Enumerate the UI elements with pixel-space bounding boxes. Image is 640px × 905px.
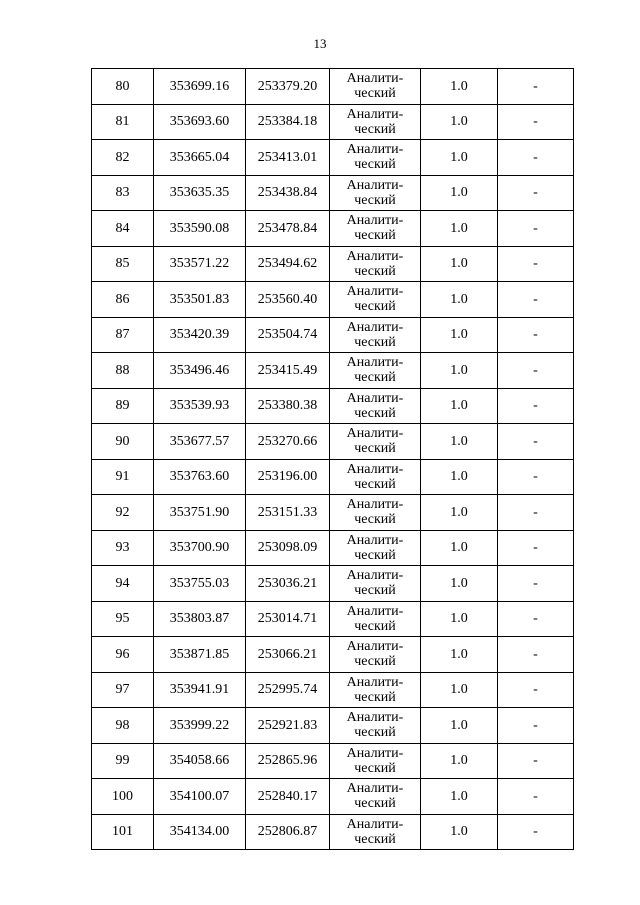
note-cell: - (498, 175, 574, 211)
point-number-cell: 82 (92, 140, 154, 176)
y-coordinate-cell: 253036.21 (246, 566, 330, 602)
x-coordinate-cell: 353999.22 (154, 708, 246, 744)
table-row (92, 353, 574, 389)
method-line-2: ческий (354, 618, 396, 634)
note-cell: - (498, 246, 574, 282)
y-coordinate-cell: 253098.09 (246, 530, 330, 566)
method-line-2: ческий (354, 689, 396, 705)
note-cell: - (498, 388, 574, 424)
x-coordinate-cell: 353677.57 (154, 424, 246, 460)
method-line-2: ческий (354, 654, 396, 670)
x-coordinate-cell: 353751.90 (154, 495, 246, 531)
note-cell: - (498, 317, 574, 353)
point-number-cell: 92 (92, 495, 154, 531)
note-cell: - (498, 708, 574, 744)
method-line-2: ческий (354, 725, 396, 741)
y-coordinate-cell: 252840.17 (246, 779, 330, 815)
method-line-1: Аналити- (346, 355, 404, 371)
note-cell: - (498, 495, 574, 531)
table-row (92, 566, 574, 602)
method-line-2: ческий (354, 547, 396, 563)
method-line-2: ческий (354, 299, 396, 315)
table-row (92, 424, 574, 460)
accuracy-cell: 1.0 (421, 672, 498, 708)
point-number-cell: 93 (92, 530, 154, 566)
y-coordinate-cell: 253478.84 (246, 211, 330, 247)
y-coordinate-cell: 253014.71 (246, 601, 330, 637)
method-cell (330, 69, 421, 105)
y-coordinate-cell: 253379.20 (246, 69, 330, 105)
note-cell: - (498, 814, 574, 850)
note-cell: - (498, 104, 574, 140)
method-line-1: Аналити- (346, 461, 404, 477)
x-coordinate-cell: 353665.04 (154, 140, 246, 176)
note-cell: - (498, 353, 574, 389)
y-coordinate-cell: 253384.18 (246, 104, 330, 140)
method-line-1: Аналити- (346, 213, 404, 229)
point-number-cell: 95 (92, 601, 154, 637)
table-row (92, 495, 574, 531)
method-line-1: Аналити- (346, 177, 404, 193)
table-row (92, 175, 574, 211)
y-coordinate-cell: 253066.21 (246, 637, 330, 673)
accuracy-cell: 1.0 (421, 424, 498, 460)
x-coordinate-cell: 353420.39 (154, 317, 246, 353)
x-coordinate-cell: 354058.66 (154, 743, 246, 779)
table-row (92, 69, 574, 105)
note-cell: - (498, 140, 574, 176)
method-cell (330, 566, 421, 602)
accuracy-cell: 1.0 (421, 495, 498, 531)
table-row (92, 530, 574, 566)
accuracy-cell: 1.0 (421, 637, 498, 673)
point-number-cell: 86 (92, 282, 154, 318)
y-coordinate-cell: 253504.74 (246, 317, 330, 353)
x-coordinate-cell: 353763.60 (154, 459, 246, 495)
point-number-cell: 81 (92, 104, 154, 140)
method-cell (330, 388, 421, 424)
page-number: 13 (313, 36, 327, 51)
point-number-cell: 97 (92, 672, 154, 708)
point-number-cell: 87 (92, 317, 154, 353)
point-number-cell: 85 (92, 246, 154, 282)
x-coordinate-cell: 353635.35 (154, 175, 246, 211)
method-line-2: ческий (354, 760, 396, 776)
method-line-2: ческий (354, 228, 396, 244)
method-cell (330, 814, 421, 850)
table-row (92, 743, 574, 779)
y-coordinate-cell: 253270.66 (246, 424, 330, 460)
method-line-2: ческий (354, 263, 396, 279)
table-row (92, 459, 574, 495)
point-number-cell: 80 (92, 69, 154, 105)
method-cell (330, 246, 421, 282)
note-cell: - (498, 672, 574, 708)
method-cell (330, 601, 421, 637)
accuracy-cell: 1.0 (421, 69, 498, 105)
accuracy-cell: 1.0 (421, 779, 498, 815)
table-row (92, 246, 574, 282)
accuracy-cell: 1.0 (421, 211, 498, 247)
method-line-1: Аналити- (346, 639, 404, 655)
x-coordinate-cell: 353755.03 (154, 566, 246, 602)
table-row (92, 637, 574, 673)
accuracy-cell: 1.0 (421, 175, 498, 211)
x-coordinate-cell: 353590.08 (154, 211, 246, 247)
note-cell: - (498, 743, 574, 779)
y-coordinate-cell: 253196.00 (246, 459, 330, 495)
table-row (92, 282, 574, 318)
point-number-cell: 99 (92, 743, 154, 779)
table-row (92, 814, 574, 850)
method-cell (330, 353, 421, 389)
point-number-cell: 94 (92, 566, 154, 602)
method-line-1: Аналити- (346, 390, 404, 406)
x-coordinate-cell: 353871.85 (154, 637, 246, 673)
accuracy-cell: 1.0 (421, 353, 498, 389)
point-number-cell: 100 (92, 779, 154, 815)
y-coordinate-cell: 253413.01 (246, 140, 330, 176)
y-coordinate-cell: 252806.87 (246, 814, 330, 850)
x-coordinate-cell: 353501.83 (154, 282, 246, 318)
method-line-2: ческий (354, 192, 396, 208)
method-line-2: ческий (354, 583, 396, 599)
method-line-2: ческий (354, 512, 396, 528)
method-line-1: Аналити- (346, 816, 404, 832)
table-row (92, 140, 574, 176)
y-coordinate-cell: 253494.62 (246, 246, 330, 282)
method-line-2: ческий (354, 121, 396, 137)
method-line-1: Аналити- (346, 319, 404, 335)
method-line-2: ческий (354, 405, 396, 421)
method-line-2: ческий (354, 476, 396, 492)
method-cell (330, 104, 421, 140)
accuracy-cell: 1.0 (421, 708, 498, 744)
method-cell (330, 530, 421, 566)
note-cell: - (498, 211, 574, 247)
y-coordinate-cell: 252865.96 (246, 743, 330, 779)
x-coordinate-cell: 353941.91 (154, 672, 246, 708)
method-cell (330, 459, 421, 495)
accuracy-cell: 1.0 (421, 566, 498, 602)
table-row (92, 672, 574, 708)
coordinates-table (91, 68, 574, 850)
method-line-1: Аналити- (346, 710, 404, 726)
accuracy-cell: 1.0 (421, 317, 498, 353)
point-number-cell: 91 (92, 459, 154, 495)
method-line-1: Аналити- (346, 497, 404, 513)
method-line-2: ческий (354, 831, 396, 847)
table-body (92, 69, 574, 850)
accuracy-cell: 1.0 (421, 140, 498, 176)
method-line-1: Аналити- (346, 426, 404, 442)
accuracy-cell: 1.0 (421, 601, 498, 637)
method-cell (330, 708, 421, 744)
method-line-1: Аналити- (346, 106, 404, 122)
table-row (92, 601, 574, 637)
x-coordinate-cell: 353539.93 (154, 388, 246, 424)
note-cell: - (498, 779, 574, 815)
y-coordinate-cell: 253151.33 (246, 495, 330, 531)
note-cell: - (498, 282, 574, 318)
method-line-1: Аналити- (346, 603, 404, 619)
method-cell (330, 779, 421, 815)
method-cell (330, 282, 421, 318)
y-coordinate-cell: 252921.83 (246, 708, 330, 744)
note-cell: - (498, 530, 574, 566)
accuracy-cell: 1.0 (421, 459, 498, 495)
method-line-2: ческий (354, 334, 396, 350)
y-coordinate-cell: 253415.49 (246, 353, 330, 389)
method-line-1: Аналити- (346, 71, 404, 87)
method-cell (330, 672, 421, 708)
table-row (92, 104, 574, 140)
accuracy-cell: 1.0 (421, 246, 498, 282)
point-number-cell: 96 (92, 637, 154, 673)
method-line-1: Аналити- (346, 248, 404, 264)
method-line-1: Аналити- (346, 568, 404, 584)
point-number-cell: 90 (92, 424, 154, 460)
x-coordinate-cell: 354134.00 (154, 814, 246, 850)
x-coordinate-cell: 353693.60 (154, 104, 246, 140)
x-coordinate-cell: 353699.16 (154, 69, 246, 105)
accuracy-cell: 1.0 (421, 104, 498, 140)
method-line-1: Аналити- (346, 674, 404, 690)
note-cell: - (498, 459, 574, 495)
x-coordinate-cell: 353700.90 (154, 530, 246, 566)
point-number-cell: 89 (92, 388, 154, 424)
point-number-cell: 84 (92, 211, 154, 247)
x-coordinate-cell: 353496.46 (154, 353, 246, 389)
y-coordinate-cell: 253380.38 (246, 388, 330, 424)
note-cell: - (498, 424, 574, 460)
note-cell: - (498, 566, 574, 602)
point-number-cell: 101 (92, 814, 154, 850)
method-cell (330, 424, 421, 460)
note-cell: - (498, 637, 574, 673)
method-line-1: Аналити- (346, 532, 404, 548)
method-line-2: ческий (354, 796, 396, 812)
method-line-2: ческий (354, 370, 396, 386)
table-row (92, 317, 574, 353)
x-coordinate-cell: 353571.22 (154, 246, 246, 282)
table-row (92, 779, 574, 815)
table-row (92, 211, 574, 247)
method-cell (330, 175, 421, 211)
y-coordinate-cell: 253438.84 (246, 175, 330, 211)
x-coordinate-cell: 354100.07 (154, 779, 246, 815)
table-row (92, 708, 574, 744)
accuracy-cell: 1.0 (421, 743, 498, 779)
accuracy-cell: 1.0 (421, 530, 498, 566)
method-line-1: Аналити- (346, 142, 404, 158)
accuracy-cell: 1.0 (421, 282, 498, 318)
y-coordinate-cell: 253560.40 (246, 282, 330, 318)
method-line-2: ческий (354, 441, 396, 457)
note-cell: - (498, 601, 574, 637)
method-line-2: ческий (354, 86, 396, 102)
point-number-cell: 98 (92, 708, 154, 744)
accuracy-cell: 1.0 (421, 388, 498, 424)
accuracy-cell: 1.0 (421, 814, 498, 850)
method-line-1: Аналити- (346, 284, 404, 300)
method-line-1: Аналити- (346, 781, 404, 797)
table-row (92, 388, 574, 424)
method-line-1: Аналити- (346, 745, 404, 761)
method-cell (330, 211, 421, 247)
point-number-cell: 83 (92, 175, 154, 211)
method-line-2: ческий (354, 157, 396, 173)
note-cell: - (498, 69, 574, 105)
x-coordinate-cell: 353803.87 (154, 601, 246, 637)
y-coordinate-cell: 252995.74 (246, 672, 330, 708)
method-cell (330, 637, 421, 673)
method-cell (330, 495, 421, 531)
method-cell (330, 140, 421, 176)
method-cell (330, 743, 421, 779)
method-cell (330, 317, 421, 353)
point-number-cell: 88 (92, 353, 154, 389)
